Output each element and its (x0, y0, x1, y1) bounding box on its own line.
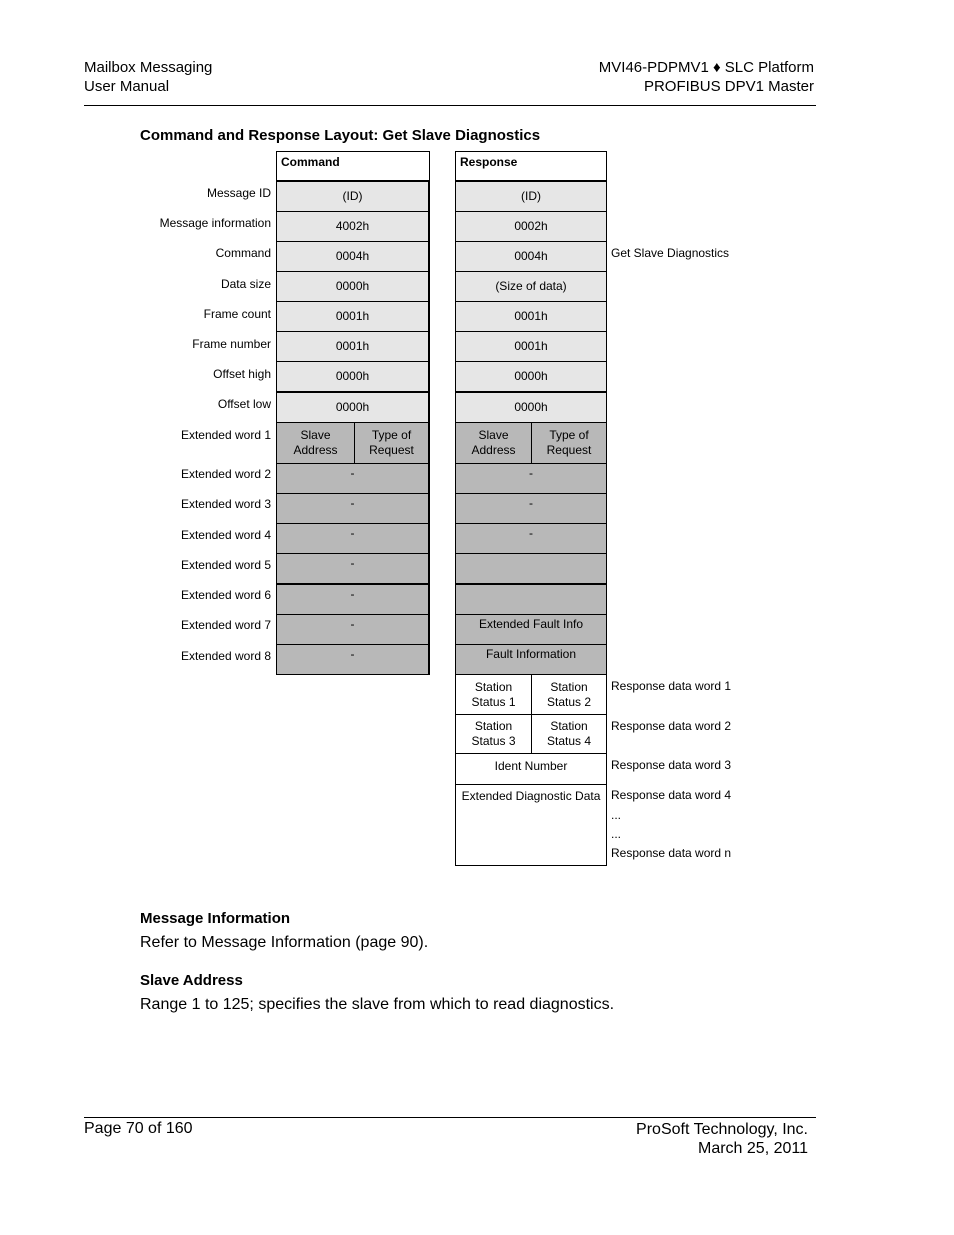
section-heading-message-information: Message Information (140, 910, 291, 927)
header-right (599, 58, 814, 96)
row-label: Message ID (206, 186, 271, 200)
extended-diagnostic-cell: Extended Diagnostic Data (455, 784, 607, 866)
response-cell: (Size of data) (455, 271, 607, 302)
doc-type: User Manual (84, 78, 170, 95)
station-status-2: Station Status 2 (531, 674, 607, 715)
command-cell: 0000h (276, 361, 430, 392)
ident-number-cell: Ident Number (455, 753, 607, 785)
row-label: Extended word 8 (180, 649, 271, 663)
section-heading-slave-address: Slave Address (140, 972, 243, 989)
response-ext-cell: - (455, 463, 607, 494)
response-cell: (ID) (455, 181, 607, 212)
side-note-command: Get Slave Diagnostics (611, 246, 730, 260)
side-note: Response data word 1 (611, 679, 732, 693)
doc-section: Mailbox Messaging (84, 59, 213, 76)
row-label: Command (215, 246, 271, 260)
command-ext-cell: - (276, 463, 430, 494)
command-cell: 4002h (276, 211, 430, 242)
response-cell: 0002h (455, 211, 607, 242)
row-label: Frame number (192, 337, 271, 351)
response-ext-cell: - (455, 523, 607, 554)
row-label: Data size (220, 277, 271, 291)
section-title: Command and Response Layout: Get Slave Diagnostics (140, 127, 541, 144)
header-left (84, 58, 212, 96)
command-ext-cell: - (276, 493, 430, 524)
response-ext-cell (455, 584, 607, 615)
response-cell: 0001h (455, 301, 607, 332)
row-label: Frame count (203, 307, 271, 321)
product-name: MVI46-PDPMV1 ♦ SLC Platform (598, 59, 814, 76)
response-slave-address: Slave Address (455, 422, 532, 464)
row-label: Extended word 1 (180, 428, 271, 442)
command-cell: 0004h (276, 241, 430, 272)
command-cell: 0001h (276, 301, 430, 332)
station-status-3: Station Status 3 (455, 714, 532, 754)
side-note: Response data word 2 (611, 719, 732, 733)
side-note: ... (611, 808, 622, 822)
row-label: Extended word 5 (180, 558, 271, 572)
command-header: Command (276, 151, 430, 181)
page-number: Page 70 of 160 (84, 1120, 193, 1137)
header-rule (84, 105, 816, 106)
side-note: ... (611, 827, 622, 841)
footer-rule (84, 1117, 816, 1118)
response-ext-cell: - (455, 493, 607, 524)
side-note: Response data word n (611, 846, 732, 860)
product-subtitle: PROFIBUS DPV1 Master (643, 78, 814, 95)
command-cell: 0000h (276, 271, 430, 302)
response-cell: 0000h (455, 361, 607, 392)
command-cell: 0000h (276, 392, 430, 423)
response-cell: 0000h (455, 392, 607, 423)
command-cell: (ID) (276, 181, 430, 212)
response-type-of-request: Type of Request (531, 422, 607, 464)
response-cell: 0004h (455, 241, 607, 272)
footer-right (636, 1120, 808, 1158)
command-ext-cell: - (276, 614, 430, 645)
row-label: Extended word 6 (180, 588, 271, 602)
response-ext-cell (455, 553, 607, 584)
row-label: Extended word 7 (180, 618, 271, 632)
side-note: Response data word 3 (611, 758, 732, 772)
station-status-1: Station Status 1 (455, 674, 532, 715)
command-type-of-request: Type of Request (354, 422, 430, 464)
response-ext-cell: Fault Information (455, 644, 607, 675)
response-ext-cell: Extended Fault Info (455, 614, 607, 645)
row-label: Offset low (217, 397, 271, 411)
side-note: Response data word 4 (611, 788, 732, 802)
command-slave-address: Slave Address (276, 422, 355, 464)
row-label: Message information (159, 216, 271, 230)
command-ext-cell: - (276, 644, 430, 675)
response-header: Response (455, 151, 607, 181)
command-ext-cell: - (276, 584, 430, 615)
row-label: Extended word 3 (180, 497, 271, 511)
response-cell: 0001h (455, 331, 607, 362)
station-status-4: Station Status 4 (531, 714, 607, 754)
company-name: ProSoft Technology, Inc. (636, 1121, 808, 1138)
section-text-slave-address: Range 1 to 125; specifies the slave from which to read diagnostics. (140, 996, 615, 1013)
section-text-message-information: Refer to Message Information (page 90). (140, 934, 429, 951)
command-ext-cell: - (276, 553, 430, 584)
command-cell: 0001h (276, 331, 430, 362)
row-label: Extended word 4 (180, 528, 271, 542)
row-label: Extended word 2 (180, 467, 271, 481)
publication-date: March 25, 2011 (698, 1140, 808, 1157)
row-label: Offset high (213, 367, 271, 381)
command-ext-cell: - (276, 523, 430, 554)
